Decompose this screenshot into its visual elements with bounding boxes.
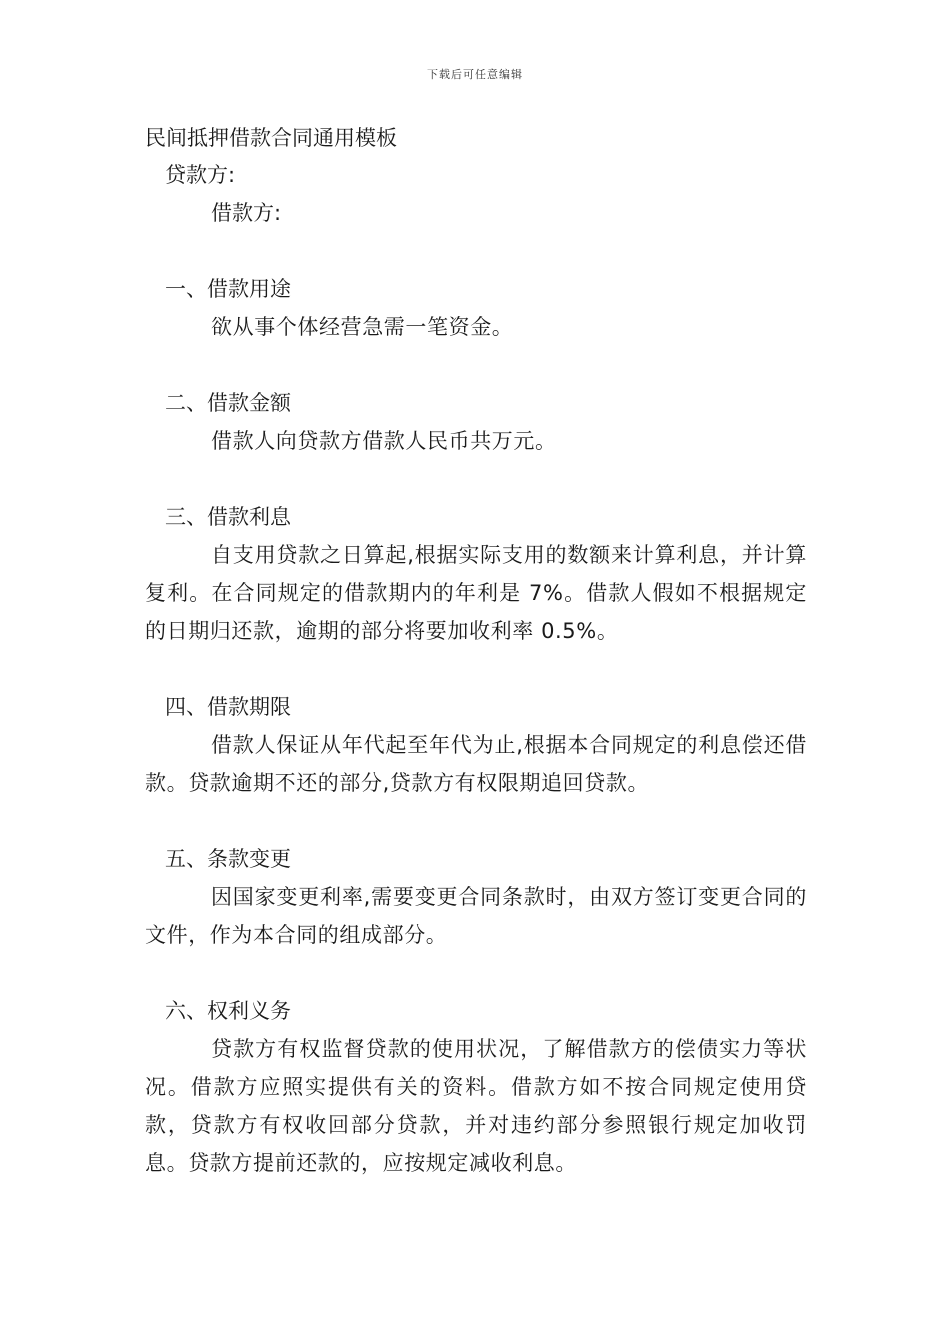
section-heading: 一、借款用途 <box>165 277 291 301</box>
section-heading: 二、借款金额 <box>165 391 291 415</box>
section-term <box>145 688 807 802</box>
section-heading: 六、权利义务 <box>165 999 291 1023</box>
section-body: 因国家变更利率,需要变更合同条款时，由双方签订变更合同的文件，作为本合同的组成部分。 <box>145 885 807 947</box>
page-header-note: 下载后可任意编辑 <box>427 68 523 81</box>
borrower-label: 借款方: <box>211 201 282 225</box>
section-body: 自支用贷款之日算起,根据实际支用的数额来计算利息，并计算复利。在合同规定的借款期内的年利是 7%。借款人假如不根据规定的日期归还款，逾期的部分将要加收利率 0.5%。 <box>145 543 807 643</box>
section-interest <box>145 498 807 650</box>
section-body: 借款人向贷款方借款人民币共万元。 <box>211 429 557 453</box>
section-heading: 三、借款利息 <box>165 505 291 529</box>
section-amendment <box>145 840 807 954</box>
section-heading: 四、借款期限 <box>165 695 291 719</box>
document-body <box>145 120 807 1182</box>
section-body: 借款人保证从年代起至年代为止,根据本合同规定的利息偿还借款。贷款逾期不还的部分,贷款方有权限期追回贷款。 <box>145 733 807 795</box>
section-purpose <box>145 270 807 346</box>
lender-label: 贷款方: <box>165 163 236 187</box>
section-body: 欲从事个体经营急需一笔资金。 <box>211 315 514 339</box>
section-heading: 五、条款变更 <box>165 847 291 871</box>
document-title: 民间抵押借款合同通用模板 <box>145 126 397 150</box>
section-rights-obligations <box>145 992 807 1182</box>
section-body: 贷款方有权监督贷款的使用状况，了解借款方的偿债实力等状况。借款方应照实提供有关的资料。借款方如不按合同规定使用贷款，贷款方有权收回部分贷款，并对违约部分参照银行规定加收罚息。贷款方提前还款的，应按规定减收利息。 <box>145 1037 807 1175</box>
section-amount <box>145 384 807 460</box>
